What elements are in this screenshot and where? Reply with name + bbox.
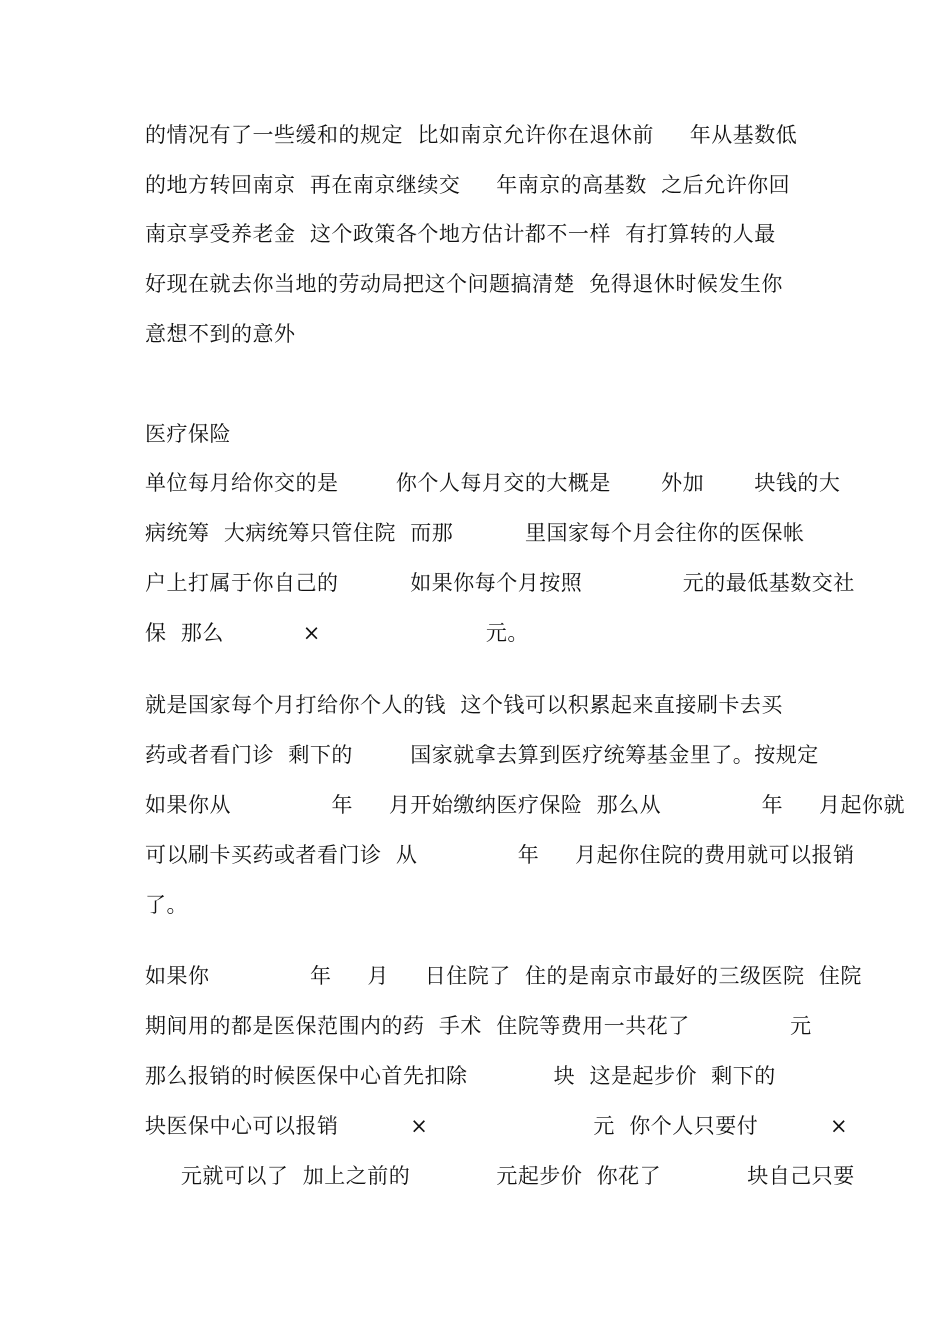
section-heading: 医疗保险 — [145, 422, 231, 446]
text-line: 保 那么 × 元。 — [145, 621, 529, 645]
text-line: 的地方转回南京 再在南京继续交 年南京的高基数 之后允许你回 — [145, 173, 791, 197]
text-line: 病统筹 大病统筹只管住院 而那 里国家每个月会往你的医保帐 — [145, 521, 805, 545]
text-line: 好现在就去你当地的劳动局把这个问题搞清楚 免得退休时候发生你 — [145, 272, 783, 296]
text-line: 那么报销的时候医保中心首先扣除 块 这是起步价 剩下的 — [145, 1064, 776, 1088]
text-line: 的情况有了一些缓和的规定 比如南京允许你在退休前 年从基数低 — [145, 123, 798, 147]
text-line: 元就可以了 加上之前的 元起步价 你花了 块自己只要 — [145, 1164, 855, 1188]
text-line: 南京享受养老金 这个政策各个地方估计都不一样 有打算转的人最 — [145, 222, 776, 246]
text-line: 如果你 年 月 日住院了 住的是南京市最好的三级医院 住院 — [145, 964, 862, 988]
text-line: 就是国家每个月打给你个人的钱 这个钱可以积累起来直接刷卡去买 — [145, 693, 783, 717]
text-line: 药或者看门诊 剩下的 国家就拿去算到医疗统筹基金里了。按规定 — [145, 743, 819, 767]
text-line: 户上打属于你自己的 如果你每个月按照 元的最低基数交社 — [145, 571, 855, 595]
text-line: 了。 — [145, 893, 188, 917]
text-line: 块医保中心可以报销 × 元 你个人只要付 × — [145, 1114, 849, 1138]
text-line: 单位每月给你交的是 你个人每月交的大概是 外加 块钱的大 — [145, 471, 841, 495]
text-line: 如果你从 年 月开始缴纳医疗保险 那么从 年 月起你就 — [145, 793, 906, 817]
text-line: 期间用的都是医保范围内的药 手术 住院等费用一共花了 元 — [145, 1014, 812, 1038]
text-line: 意想不到的意外 — [145, 322, 296, 346]
text-line: 可以刷卡买药或者看门诊 从 年 月起你住院的费用就可以报销 — [145, 843, 855, 867]
